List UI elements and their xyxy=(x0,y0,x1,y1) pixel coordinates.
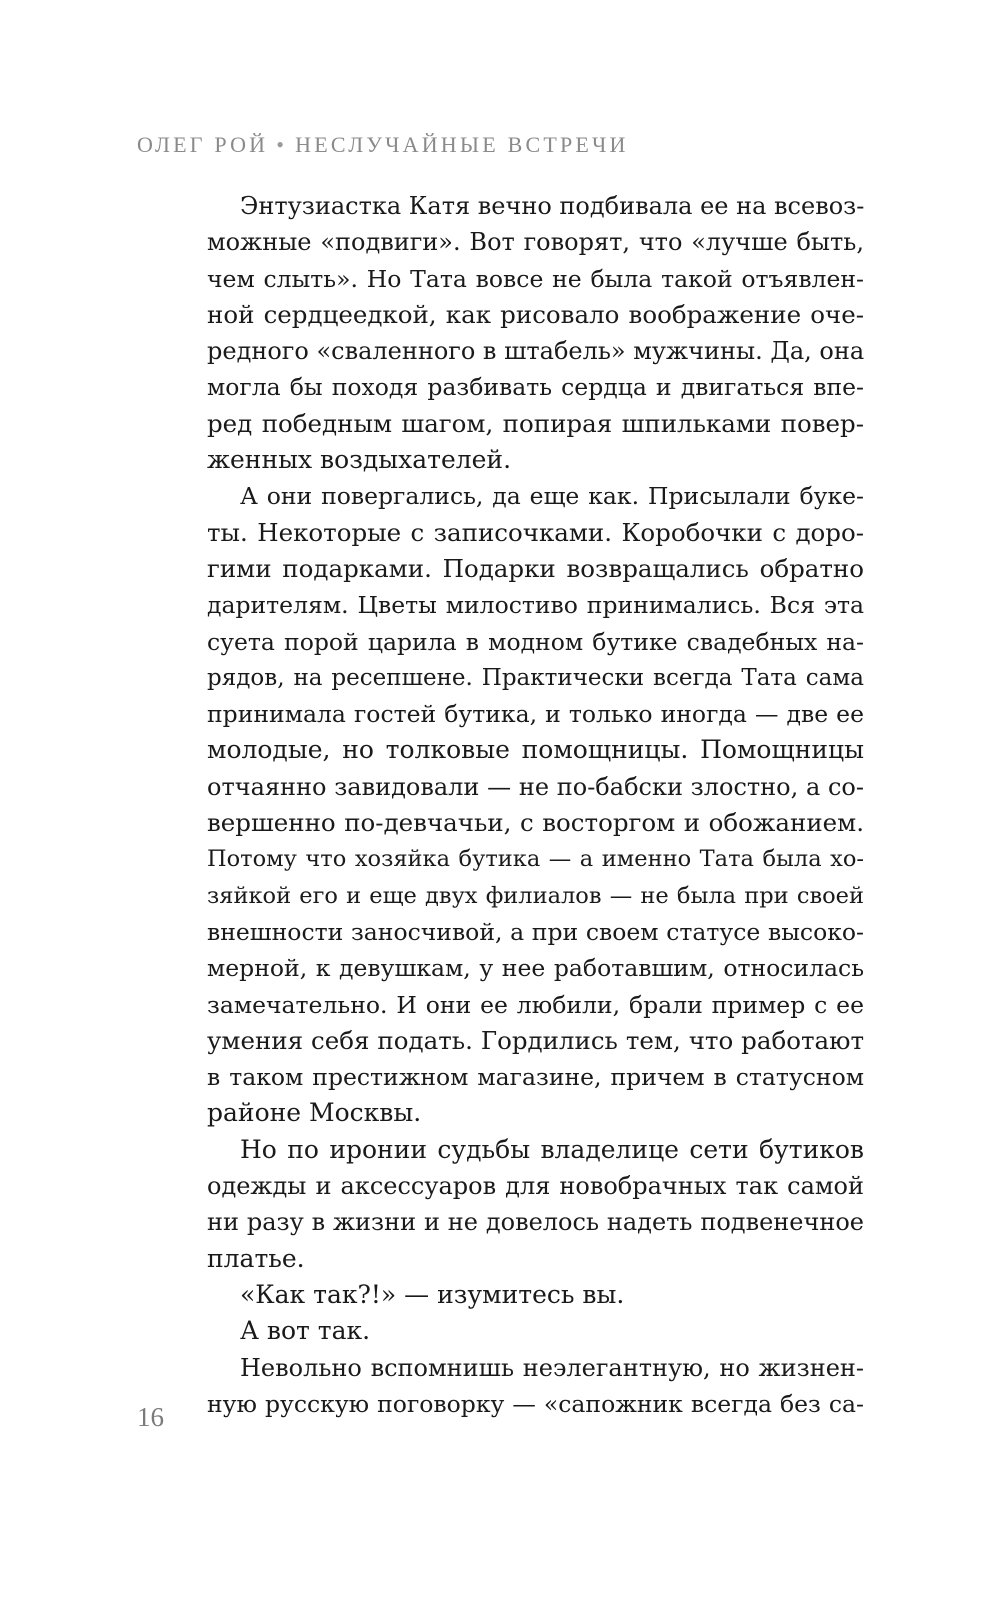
text-line: мерной, к девушкам, у нее работавшим, относилась xyxy=(207,954,864,983)
text-line: ты. Некоторые с записочками. Коробочки с доро- xyxy=(207,517,864,547)
text-line: Невольно вспомнишь неэлегантную, но жизнен- xyxy=(240,1353,864,1382)
text-line: умения себя подать. Гордились тем, что работают xyxy=(207,1025,864,1055)
text-line: женных воздыхателей. xyxy=(207,445,512,475)
text-line: гими подарками. Подарки возвращались обратно xyxy=(207,553,864,583)
text-line: ной сердцеедкой, как рисовало воображение оче- xyxy=(207,299,864,329)
text-line: замечательно. И они ее любили, брали пример с ее xyxy=(207,990,864,1019)
text-line: А они повергались, да еще как. Присылали буке- xyxy=(240,482,864,511)
running-head-separator: • xyxy=(276,132,288,157)
text-line: могла бы походя разбивать сердца и двигаться впе- xyxy=(207,373,864,402)
page-number: 16 xyxy=(137,1402,164,1432)
running-head-title: НЕСЛУЧАЙНЫЕ ВСТРЕЧИ xyxy=(295,132,629,157)
text-line: чем слыть». Но Тата вовсе не была такой отъявлен- xyxy=(207,264,864,293)
text-line: А вот так. xyxy=(240,1316,371,1346)
text-line: внешности заносчивой, а при своем статусе высоко- xyxy=(207,917,864,946)
text-line: вершенно по-девчачьи, с восторгом и обожанием. xyxy=(207,808,864,838)
text-line: суета порой царила в модном бутике свадебных на- xyxy=(207,627,864,656)
running-head xyxy=(137,132,629,158)
text-line: Потому что хозяйка бутика — а именно Тата была хо- xyxy=(207,846,864,873)
text-line: дарителям. Цветы милостиво принимались. Вся эта xyxy=(207,591,864,620)
text-line: рядов, на ресепшене. Практически всегда Тата сама xyxy=(207,664,864,691)
text-line: зяйкой его и еще двух филиалов — не была при своей xyxy=(207,882,864,909)
text-line: отчаянно завидовали — не по-бабски злостно, а со- xyxy=(207,772,864,801)
text-line: Энтузиастка Катя вечно подбивала ее на всевоз- xyxy=(240,192,864,220)
text-line: платье. xyxy=(207,1243,305,1273)
text-line: Но по иронии судьбы владелице сети бутиков xyxy=(240,1134,864,1164)
text-line: ную русскую поговорку — «сапожник всегда без са- xyxy=(207,1389,864,1418)
text-line: «Как так?!» — изумитесь вы. xyxy=(240,1279,625,1309)
text-line: молодые, но толковые помощницы. Помощницы xyxy=(207,735,864,765)
text-line: ни разу в жизни и не довелось надеть подвенечное xyxy=(207,1208,864,1237)
text-line: принимала гостей бутика, и только иногда — две ее xyxy=(207,700,864,729)
text-line: в таком престижном магазине, причем в статусном xyxy=(207,1063,864,1092)
text-line: одежды и аксессуаров для новобрачных так самой xyxy=(207,1172,864,1201)
running-head-author: ОЛЕГ РОЙ xyxy=(137,132,269,157)
text-line: можные «подвиги». Вот говорят, что «лучше быть, xyxy=(207,228,864,257)
text-line: ред победным шагом, попирая шпильками повер- xyxy=(207,408,864,438)
body-text xyxy=(207,188,864,1422)
text-line: районе Москвы. xyxy=(207,1098,422,1128)
text-line: редного «сваленного в штабель» мужчины. Да, она xyxy=(207,337,864,366)
